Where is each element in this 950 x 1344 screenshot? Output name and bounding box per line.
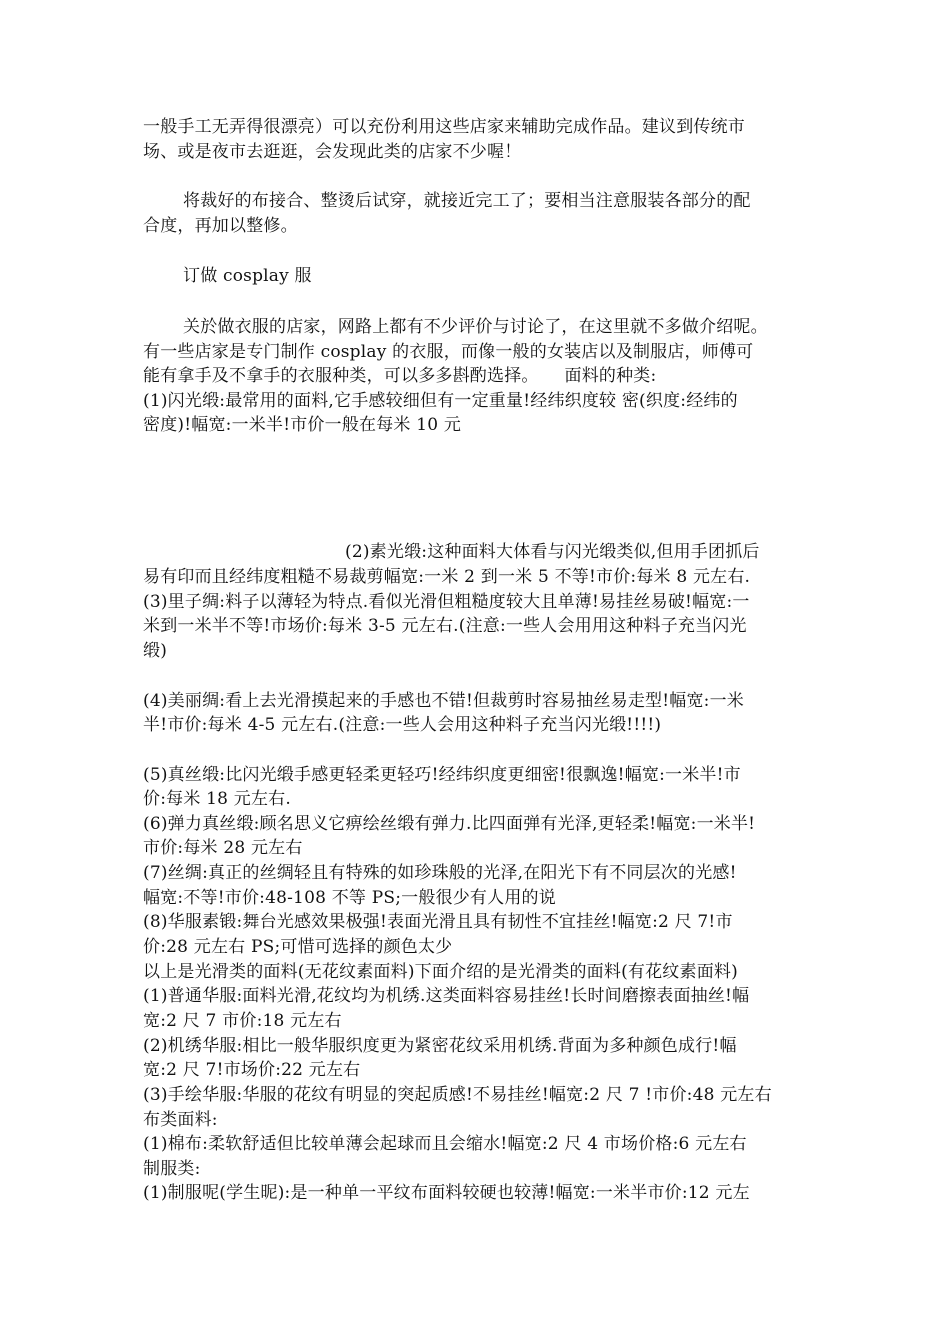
text-line: 宽:2 尺 7 市价:18 元左右 bbox=[143, 1011, 342, 1031]
text-line: 布类面料: bbox=[143, 1110, 218, 1130]
text-line: (1)棉布:柔软舒适但比较单薄会起球而且会缩水!幅宽:2 尺 4 市场价格:6 元左右 bbox=[143, 1134, 747, 1154]
text-line: 关於做衣服的店家，网路上都有不少评价与讨论了，在这里就不多做介绍呢。 bbox=[183, 317, 768, 337]
text-line: 密度)!幅宽:一米半!市价一般在每米 10 元 bbox=[143, 415, 462, 435]
text-line: (1)制服呢(学生昵):是一种单一平纹布面料较硬也较薄!幅宽:一米半市价:12 元左 bbox=[143, 1183, 750, 1203]
text-line: 半!市价:每米 4-5 元左右.(注意:一些人会用这种料子充当闪光缎!!!!) bbox=[143, 715, 662, 735]
text-line: 以上是光滑类的面料(无花纹素面料)下面介绍的是光滑类的面料(有花纹素面料) bbox=[143, 962, 738, 982]
text-line: 一般手工无弄得很漂亮）可以充份利用这些店家来辅助完成作品。建议到传统市 bbox=[143, 117, 745, 137]
text-line: 价:28 元左右 PS;可惜可选择的颜色太少 bbox=[143, 937, 453, 957]
text-line: (4)美丽绸:看上去光滑摸起来的手感也不错!但裁剪时容易抽丝易走型!幅宽:一米 bbox=[143, 691, 744, 711]
text-line: 有一些店家是专门制作 cosplay 的衣服，而像一般的女装店以及制服店，师傅可 bbox=[143, 342, 754, 362]
text-line: 米到一米半不等!市场价:每米 3-5 元左右.(注意:一些人会用用这种料子充当闪光 bbox=[143, 616, 747, 636]
text-line: (5)真丝缎:比闪光缎手感更轻柔更轻巧!经纬织度更细密!很飘逸!幅宽:一米半!市 bbox=[143, 765, 741, 785]
text-line: (1)闪光缎:最常用的面料,它手感较细但有一定重量!经纬织度较 密(织度:经纬的 bbox=[143, 391, 738, 411]
section-heading: 订做 cosplay 服 bbox=[183, 266, 312, 286]
text-line: (8)华服素锻:舞台光感效果极强!表面光滑且具有韧性不宜挂丝!幅宽:2 尺 7!市 bbox=[143, 912, 733, 932]
text-line: 合度，再加以整修。 bbox=[143, 216, 298, 236]
text-line: 将裁好的布接合、整烫后试穿，就接近完工了；要相当注意服装各部分的配 bbox=[183, 191, 751, 211]
text-line: 幅宽:不等!市价:48-108 不等 PS;一般很少有人用的说 bbox=[143, 888, 556, 908]
text-line: (1)普通华服:面料光滑,花纹均为机绣.这类面料容易挂丝!长时间磨擦表面抽丝!幅 bbox=[143, 986, 750, 1006]
text-line: (2)素光缎:这种面料大体看与闪光缎类似,但用手团抓后 bbox=[345, 542, 760, 562]
text-line: 场、或是夜市去逛逛，会发现此类的店家不少喔！ bbox=[143, 142, 522, 162]
text-line: 缎) bbox=[143, 641, 168, 661]
text-line: 市价:每米 28 元左右 bbox=[143, 838, 303, 858]
text-line: (3)手绘华服:华服的花纹有明显的突起质感!不易挂丝!幅宽:2 尺 7 !市价:48 元左右 bbox=[143, 1085, 772, 1105]
text-line: (2)机绣华服:相比一般华服织度更为紧密花纹采用机绣.背面为多种颜色成行!幅 bbox=[143, 1036, 737, 1056]
text-line: 制服类: bbox=[143, 1159, 201, 1179]
text-line: 能有拿手及不拿手的衣服种类，可以多多斟酌选择。 面料的种类: bbox=[143, 366, 657, 386]
text-line: 易有印而且经纬度粗糙不易裁剪幅宽:一米 2 到一米 5 不等!市价:每米 8 元左右. bbox=[143, 567, 751, 587]
text-line: (3)里子绸:料子以薄轻为特点.看似光滑但粗糙度较大且单薄!易挂丝易破!幅宽:一 bbox=[143, 592, 750, 612]
text-line: (6)弹力真丝缎:顾名思义它痹绘丝缎有弹力.比四面弹有光泽,更轻柔!幅宽:一米半! bbox=[143, 814, 756, 834]
text-line: 宽:2 尺 7!市场价:22 元左右 bbox=[143, 1060, 361, 1080]
text-line: (7)丝绸:真正的丝绸轻且有特殊的如珍珠般的光泽,在阳光下有不同层次的光感! bbox=[143, 863, 737, 883]
text-line: 价:每米 18 元左右. bbox=[143, 789, 291, 809]
